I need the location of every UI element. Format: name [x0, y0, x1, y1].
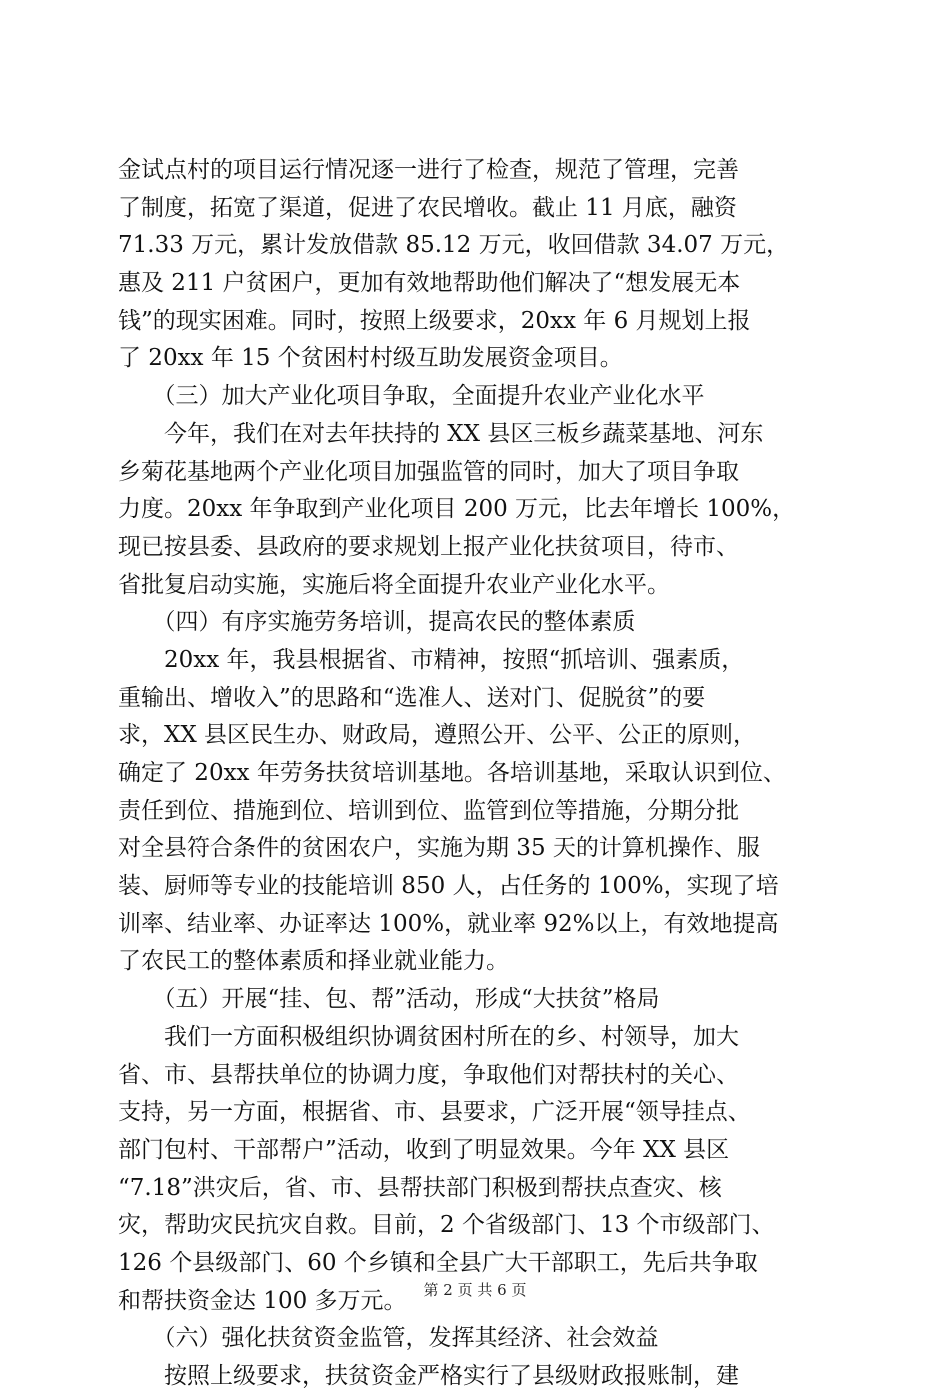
- document-body: [118, 152, 830, 1396]
- text-line: 责任到位、措施到位、培训到位、监管到位等措施，分期分批: [118, 797, 739, 824]
- text-line: 20xx 年，我县根据省、市精神，按照“抓培训、强素质，: [118, 646, 745, 673]
- text-line: 钱”的现实困难。同时，按照上级要求，20xx 年 6 月规划上报: [118, 307, 751, 334]
- text-line: 和帮扶资金达 100 多万元。: [118, 1287, 407, 1314]
- text-line: 确定了 20xx 年劳务扶贫培训基地。各培训基地，采取认识到位、: [118, 760, 786, 786]
- text-line: 支持，另一方面，根据省、市、县要求，广泛开展“领导挂点、: [118, 1099, 751, 1126]
- text-line: 今年，我们在对去年扶持的 XX 县区三板乡蔬菜基地、河东: [118, 420, 764, 447]
- text-line: “7.18”洪灾后，省、市、县帮扶部门积极到帮扶点查灾、核: [118, 1174, 722, 1201]
- text-line: 我们一方面积极组织协调贫困村所在的乡、村领导，加大: [118, 1023, 739, 1050]
- page-footer: 第 2 页 共 6 页: [423, 1281, 527, 1299]
- text-line: 力度。20xx 年争取到产业化项目 200 万元，比去年增长 100%，: [118, 496, 796, 523]
- text-line: 惠及 211 户贫困户，更加有效地帮助他们解决了“想发展无本: [118, 270, 741, 297]
- text-line: 省、市、县帮扶单位的协调力度，争取他们对帮扶村的关心、: [118, 1061, 739, 1088]
- text-line: 省批复启动实施，实施后将全面提升农业产业化水平。: [118, 571, 670, 598]
- text-line: 按照上级要求，扶贫资金严格实行了县级财政报账制，建: [118, 1363, 739, 1389]
- text-line: 乡菊花基地两个产业化项目加强监管的同时，加大了项目争取: [118, 458, 739, 485]
- text-line: （六）强化扶贫资金监管，发挥其经济、社会效益: [118, 1325, 659, 1352]
- text-line: 部门包村、干部帮户”活动，收到了明显效果。今年 XX 县区: [118, 1136, 730, 1163]
- text-line: 灾，帮助灾民抗灾自救。目前，2 个省级部门、13 个市级部门、: [118, 1212, 775, 1239]
- text-line: 126 个县级部门、60 个乡镇和全县广大干部职工，先后共争取: [118, 1249, 758, 1276]
- text-line: 装、厨师等专业的技能培训 850 人，占任务的 100%，实现了培: [118, 873, 779, 900]
- text-line: （三）加大产业化项目争取，全面提升农业产业化水平: [118, 383, 705, 410]
- text-line: 重输出、增收入”的思路和“选准人、送对门、促脱贫”的要: [118, 684, 706, 711]
- text-line: 现已按县委、县政府的要求规划上报产业化扶贫项目，待市、: [118, 533, 739, 560]
- text-line: 训率、结业率、办证率达 100%，就业率 92%以上，有效地提高: [118, 910, 779, 937]
- text-line: 了制度，拓宽了渠道，促进了农民增收。截止 11 月底，融资: [118, 194, 737, 221]
- text-line: 金试点村的项目运行情况逐一进行了检查，规范了管理，完善: [118, 157, 739, 183]
- text-line: （四）有序实施劳务培训，提高农民的整体素质: [118, 609, 636, 636]
- text-line: 了农民工的整体素质和择业就业能力。: [118, 948, 509, 975]
- text-line: 了 20xx 年 15 个贫困村村级互助发展资金项目。: [118, 345, 623, 372]
- text-line: 71.33 万元，累计发放借款 85.12 万元，收回借款 34.07 万元，: [118, 232, 790, 259]
- text-line: 对全县符合条件的贫困农户，实施为期 35 天的计算机操作、服: [118, 835, 760, 862]
- text-line: （五）开展“挂、包、帮”活动，形成“大扶贫”格局: [118, 986, 660, 1013]
- text-line: 求，XX 县区民生办、财政局，遵照公开、公平、公正的原则，: [118, 722, 757, 749]
